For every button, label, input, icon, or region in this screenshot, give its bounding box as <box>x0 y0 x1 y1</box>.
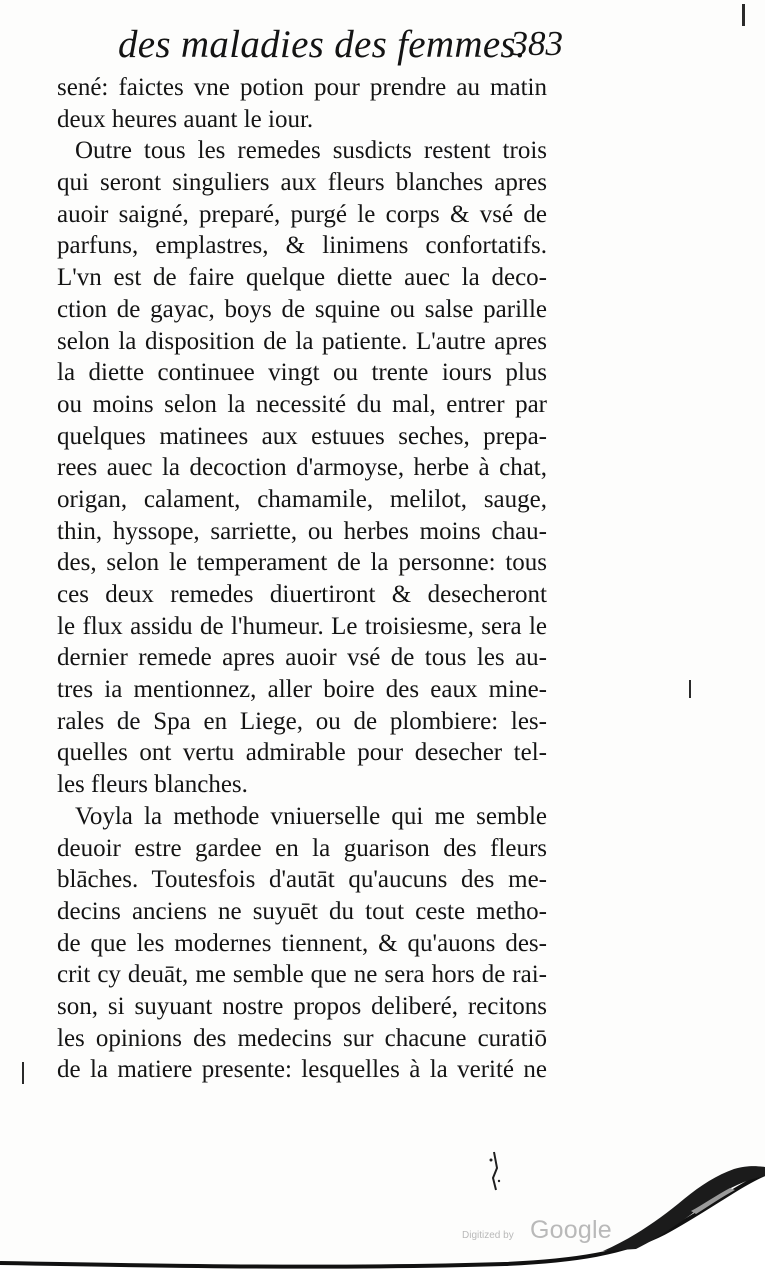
google-wordmark: Google <box>530 1216 612 1244</box>
text-line: les fleurs blanches. <box>57 771 248 799</box>
text-line: deux heures auant le iour. <box>57 105 314 133</box>
page-header <box>118 14 563 72</box>
text-line: ction de gayac, boys de squine ou salse parille <box>57 295 547 323</box>
text-line: crit cy deuāt, me semble que ne sera hors de rai- <box>57 961 547 989</box>
text-line: deuoir estre gardee en la guarison des fleurs <box>57 834 547 862</box>
text-line: tres ia mentionnez, aller boire des eaux mine- <box>57 676 547 704</box>
margin-mark <box>689 680 691 698</box>
text-line: rees auec la decoction d'armoyse, herbe à chat, <box>57 454 547 482</box>
text-line: selon la disposition de la patiente. L'autre apres <box>57 327 547 355</box>
text-line: la diette continuee vingt ou trente iours plus <box>57 359 547 387</box>
text-line: sené: faictes vne potion pour prendre au matin <box>57 74 547 101</box>
text-line: blāches. Toutesfois d'autāt qu'aucuns des me- <box>57 866 547 894</box>
running-title: des maladies des femmes. <box>118 23 526 66</box>
text-line: thin, hyssope, sarriette, ou herbes moins chau- <box>57 517 547 545</box>
text-line: des, selon le temperament de la personne: tous <box>57 549 547 577</box>
paragraph-start-line: Voyla la methode vniuerselle qui me semble <box>75 802 547 830</box>
text-line: de la matiere presente: lesquelles à la verité ne <box>57 1056 547 1084</box>
text-line: qui seront singuliers aux fleurs blanches apres <box>57 169 547 197</box>
text-line: dernier remede apres auoir vsé de tous les au- <box>57 644 547 672</box>
text-line: ou moins selon la necessité du mal, entrer par <box>57 390 547 418</box>
page-curl-shadow <box>0 1145 765 1280</box>
text-line: origan, calament, chamamile, melilot, sauge, <box>57 485 547 513</box>
text-line: ces deux remedes diuertiront & desecheront <box>57 581 547 608</box>
text-line: auoir saigné, preparé, purgé le corps & vsé de <box>57 200 547 228</box>
watermark-prefix: Digitized by <box>462 1230 514 1241</box>
digitized-by-google-watermark <box>462 1216 622 1254</box>
text-line: decins anciens ne suyuēt du tout ceste metho- <box>57 897 547 925</box>
page-body <box>57 72 547 1086</box>
margin-mark <box>22 1062 24 1084</box>
text-line: quelles ont vertu admirable pour desecher tel- <box>57 739 547 767</box>
text-line: quelques matinees aux estuues seches, prepa- <box>57 422 547 450</box>
margin-mark <box>742 4 745 26</box>
text-line: le flux assidu de l'humeur. Le troisiesme, sera le <box>57 612 547 640</box>
paragraph-start-line: Outre tous les remedes susdicts restent trois <box>75 137 547 165</box>
text-line: son, si suyuant nostre propos deliberé, recitons <box>57 992 547 1020</box>
page-number: 383 <box>510 24 563 63</box>
text-line: parfuns, emplastres, & linimens confortatifs. <box>57 232 547 260</box>
text-line: les opinions des medecins sur chacune curatiō <box>57 1024 547 1052</box>
text-line: de que les modernes tiennent, & qu'auons des- <box>57 929 547 957</box>
text-line: L'vn est de faire quelque diette auec la deco- <box>57 264 547 292</box>
text-line: rales de Spa en Liege, ou de plombiere: les- <box>57 707 547 735</box>
